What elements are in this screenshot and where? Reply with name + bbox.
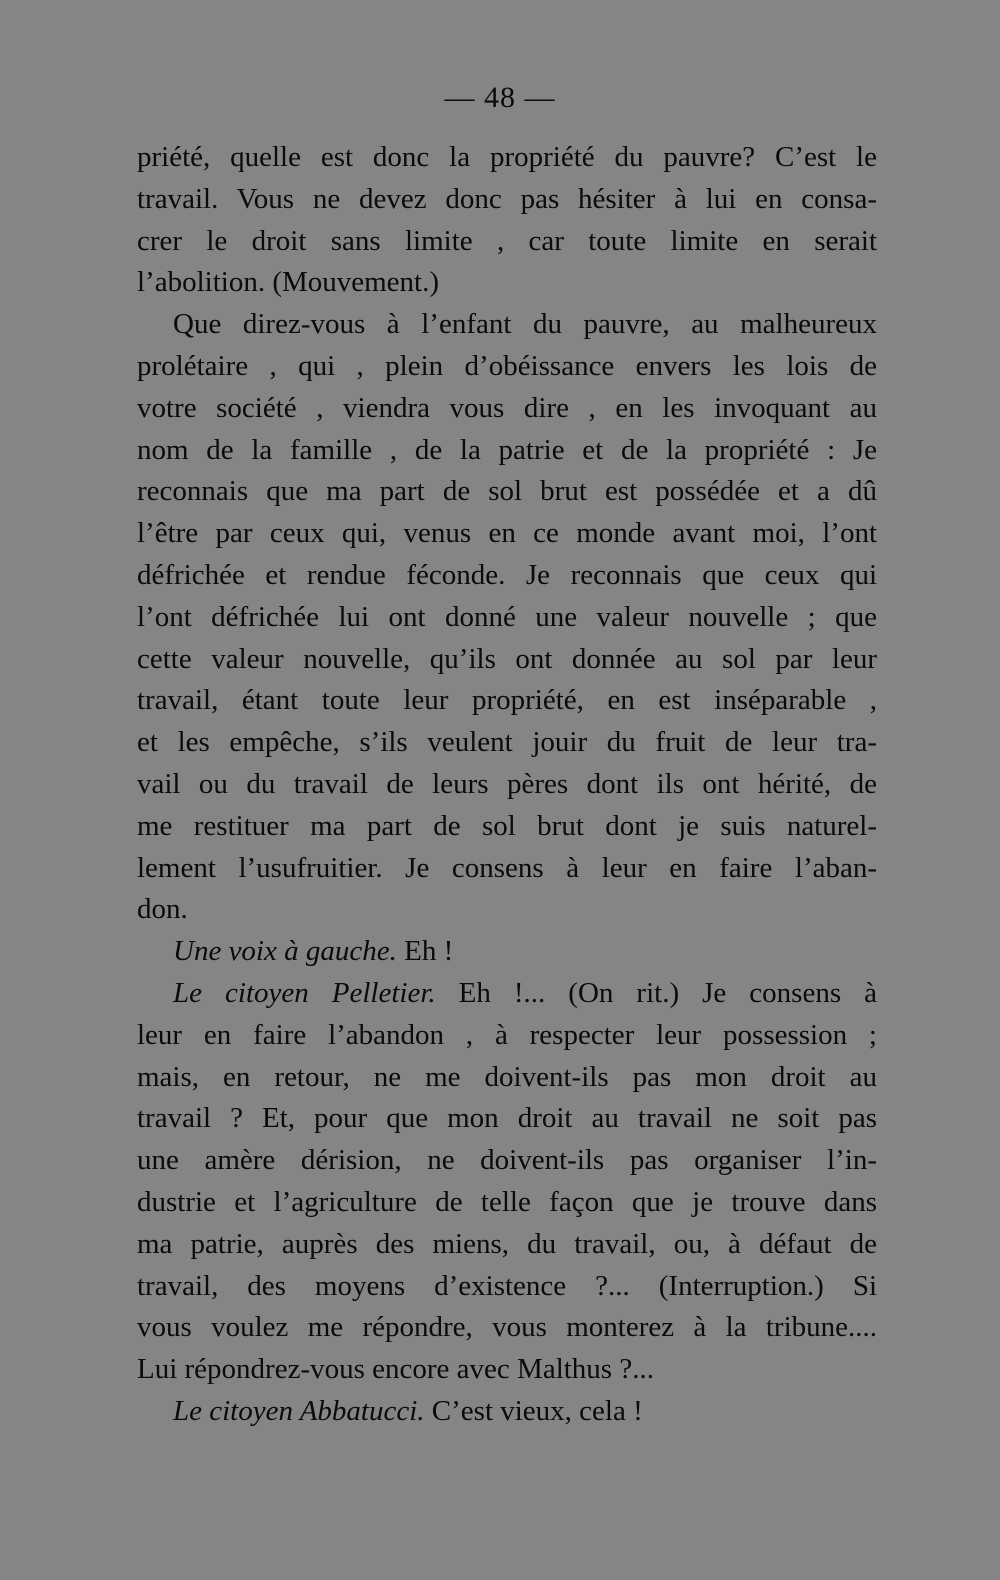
text-line: priété, quelle est donc la propriété du pauvre? C’est le	[137, 141, 877, 173]
text-line: vous voulez me répondre, vous monterez à la tribune....	[137, 1311, 877, 1344]
text-line: l’abolition. (Mouvement.)	[137, 266, 440, 299]
text-line: ma patrie, auprès des miens, du travail, ou, à défaut de	[137, 1227, 877, 1260]
text-line: travail, des moyens d’existence ?... (Interruption.) Si	[137, 1269, 877, 1302]
speaker-name: Le citoyen Pelletier.	[173, 976, 436, 1009]
paragraph	[137, 304, 877, 931]
paragraph	[137, 973, 877, 1391]
text-line: nom de la famille , de la patrie et de la propriété : Je	[137, 433, 877, 466]
body-text	[137, 137, 877, 1433]
text-line: une amère dérision, ne doivent-ils pas organiser l’in-	[137, 1144, 877, 1177]
text-line: leur en faire l’abandon , à respecter leur possession ;	[137, 1018, 877, 1051]
text-line: vail ou du travail de leurs pères dont ils ont hérité, de	[137, 767, 877, 800]
speech-text: C’est vieux, cela !	[424, 1394, 643, 1427]
text-line: dustrie et l’agriculture de telle façon que je trouve dans	[137, 1185, 877, 1218]
text-line: et les empêche, s’ils veulent jouir du fruit de leur tra-	[137, 726, 877, 759]
paragraph	[137, 931, 877, 973]
text-line: reconnais que ma part de sol brut est possédée et a dû	[137, 475, 877, 508]
text-line: prolétaire , qui , plein d’obéissance envers les lois de	[137, 349, 877, 382]
paragraph	[137, 1391, 877, 1433]
speech-line	[137, 931, 877, 973]
text-line: travail ? Et, pour que mon droit au travail ne soit pas	[137, 1102, 877, 1135]
speech-line	[137, 973, 877, 1015]
text-line: mais, en retour, ne me doivent-ils pas mon droit au	[137, 1060, 877, 1093]
speaker-name: Une voix à gauche.	[173, 935, 397, 968]
text-line: lement l’usufruitier. Je consens à leur en faire l’aban-	[137, 851, 877, 884]
text-line: me restituer ma part de sol brut dont je suis naturel-	[137, 809, 877, 842]
speaker-name: Le citoyen Abbatucci.	[173, 1394, 425, 1427]
text-line: travail. Vous ne devez donc pas hésiter à lui en consa-	[137, 182, 877, 215]
text-line: cette valeur nouvelle, qu’ils ont donnée au sol par leur	[137, 642, 877, 675]
text-line: Que direz-vous à l’enfant du pauvre, au malheureux	[173, 308, 877, 341]
text-line: l’ont défrichée lui ont donné une valeur nouvelle ; que	[137, 600, 877, 633]
text-line: l’être par ceux qui, venus en ce monde avant moi, l’ont	[137, 517, 877, 550]
speech-text: Eh !	[396, 935, 454, 968]
text-line: don.	[137, 893, 188, 926]
speech-line	[137, 1391, 877, 1433]
text-line: crer le droit sans limite , car toute limite en serait	[137, 224, 877, 257]
text-line: votre société , viendra vous dire , en les invoquant au	[137, 391, 877, 424]
page-number: — 48 —	[444, 81, 556, 114]
speech-text: Eh !... (On rit.) Je consens à	[435, 976, 877, 1009]
text-line: travail, étant toute leur propriété, en est inséparable ,	[137, 684, 877, 717]
text-line: Lui répondrez-vous encore avec Malthus ?...	[137, 1353, 654, 1386]
paragraph	[137, 137, 877, 304]
text-line: défrichée et rendue féconde. Je reconnais que ceux qui	[137, 558, 877, 591]
